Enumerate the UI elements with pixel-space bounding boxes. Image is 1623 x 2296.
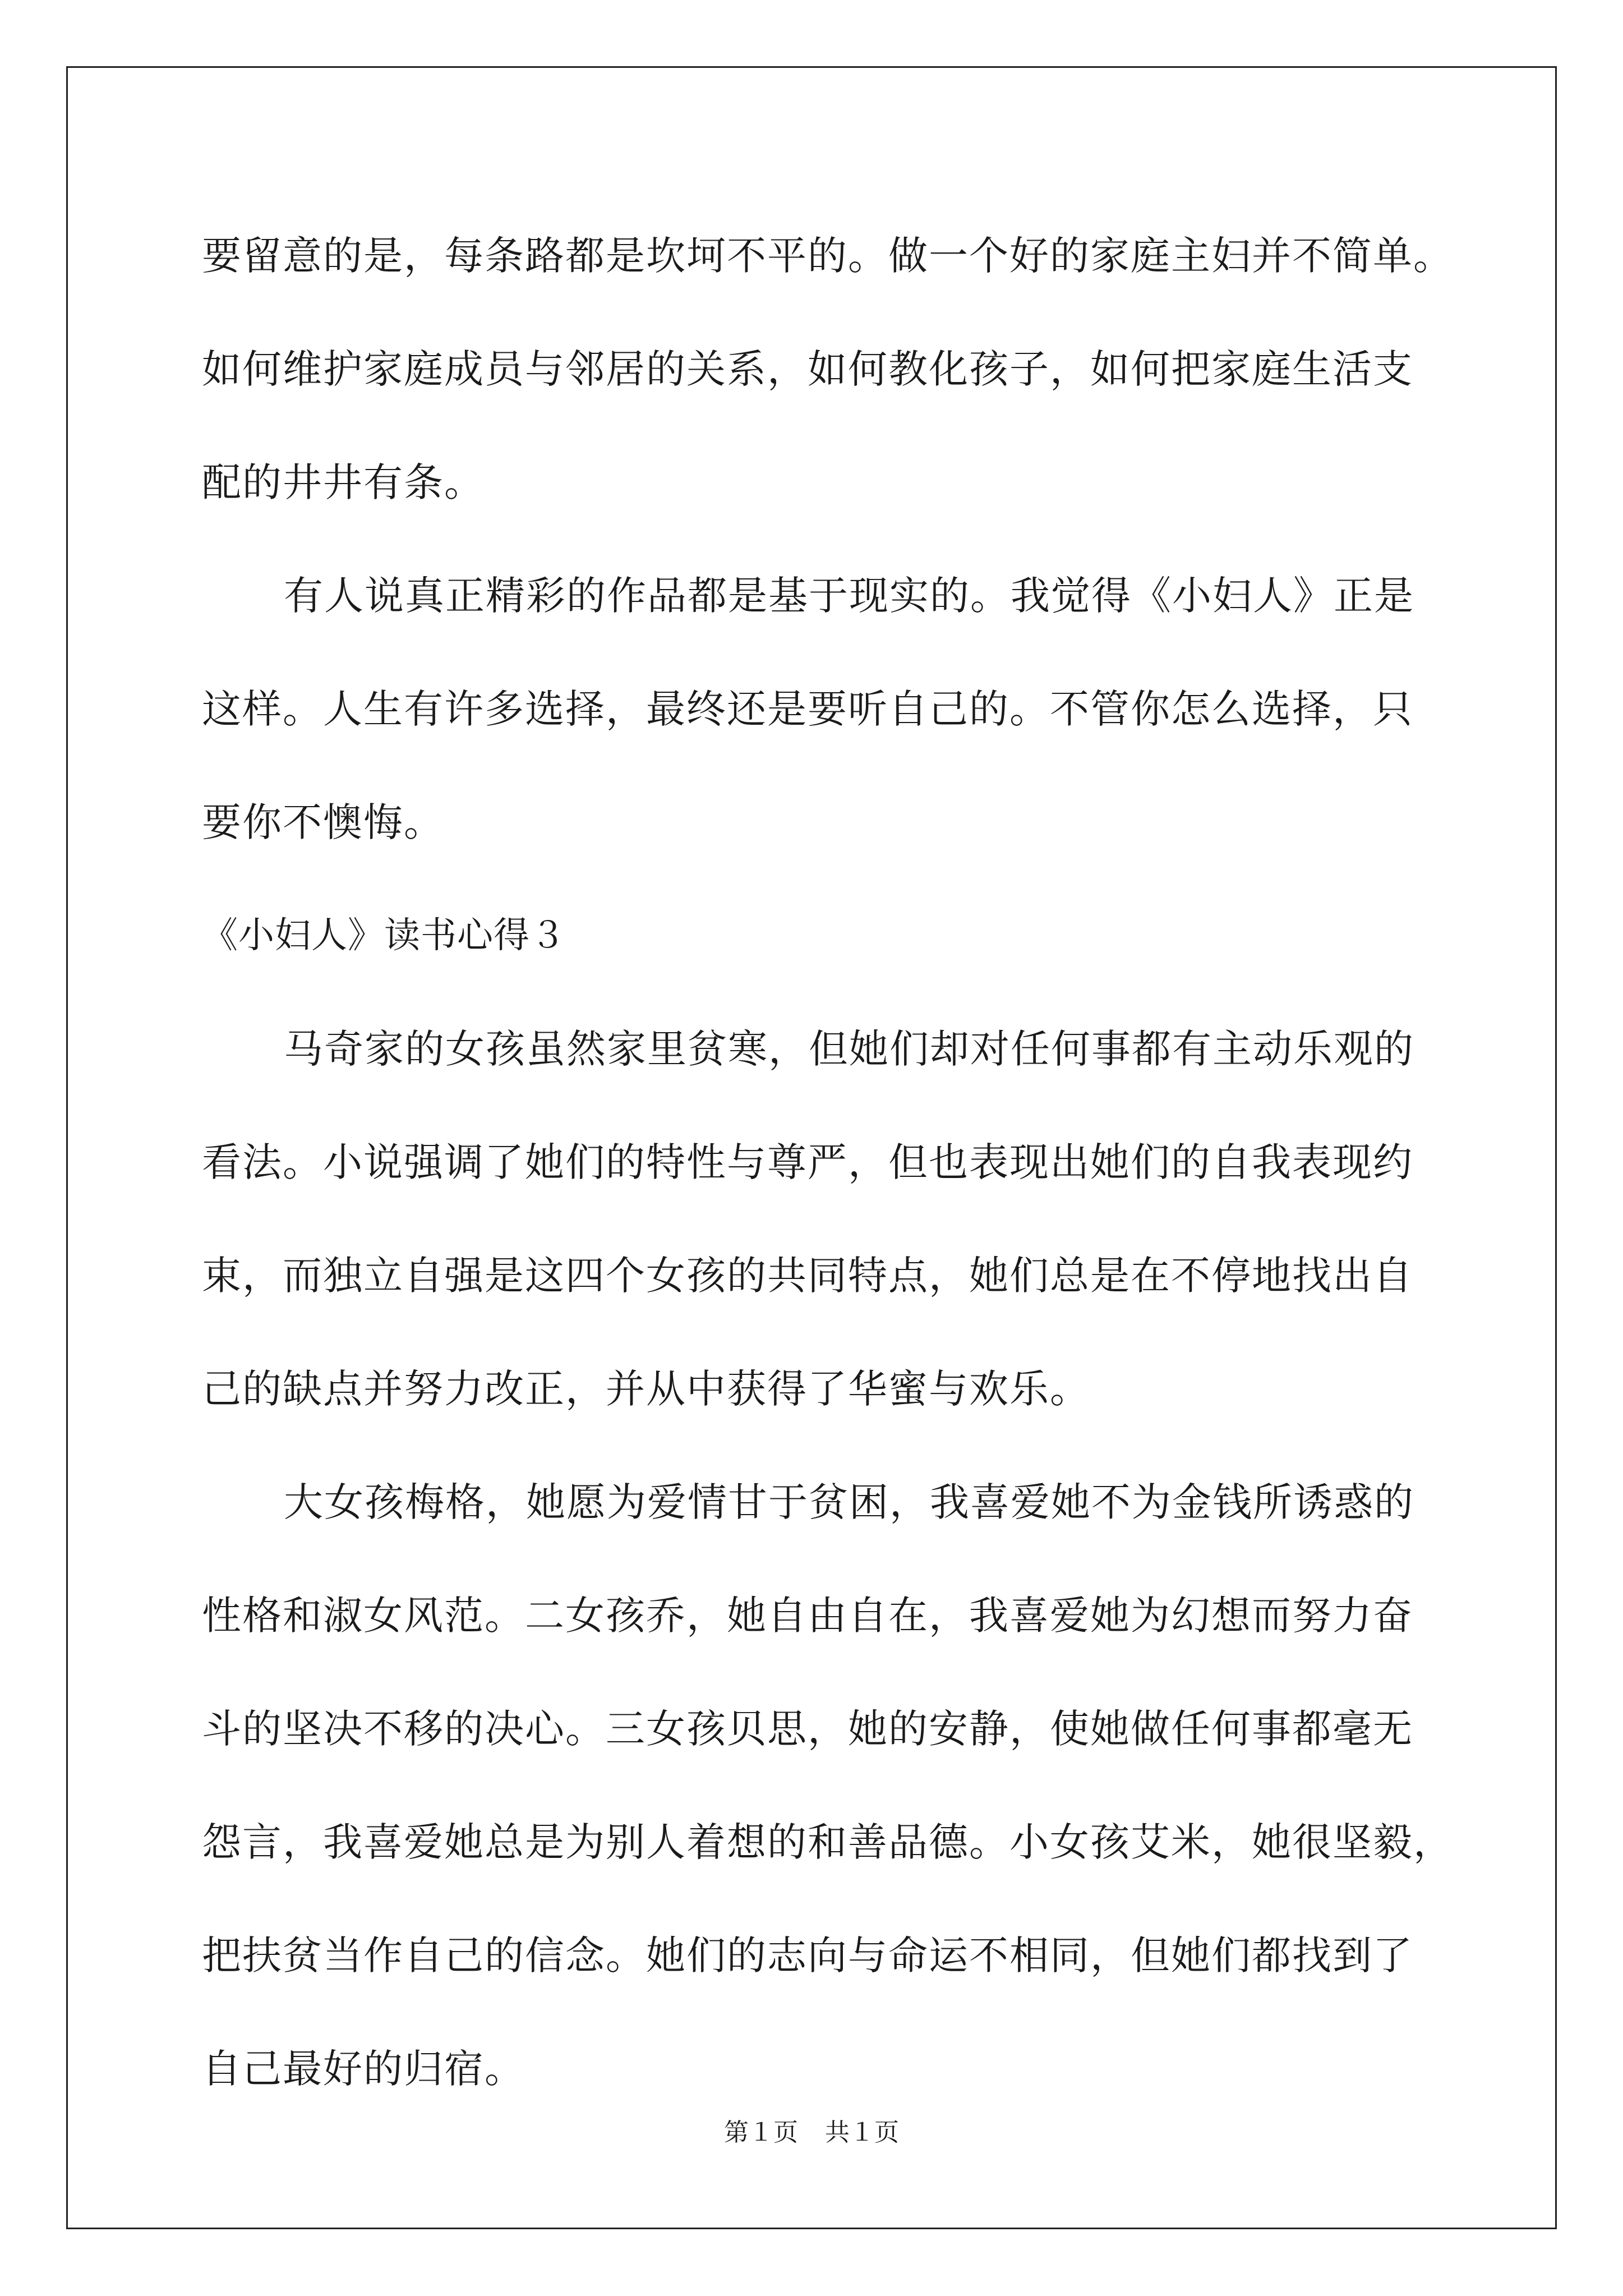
text-line: 束，而独立自强是这四个女孩的共同特点，她们总是在不停地找出自 <box>202 1253 1413 1299</box>
text-line: 如何维护家庭成员与邻居的关系，如何教化孩子，如何把家庭生活支 <box>202 346 1413 392</box>
text-line: 自己最好的归宿。 <box>202 2046 525 2092</box>
text-line: 己的缺点并努力改正，并从中获得了华蜜与欢乐。 <box>202 1366 1090 1412</box>
paragraph-4 <box>202 1446 1458 2125</box>
document-body <box>202 199 1458 2125</box>
page-total: 共１页 <box>825 2118 899 2147</box>
text-line: 马奇家的女孩虽然家里贫寒，但她们却对任何事都有主动乐观的 <box>284 1026 1414 1072</box>
text-line: 有人说真正精彩的作品都是基于现实的。我觉得《小妇人》正是 <box>284 573 1414 619</box>
text-line: 这样。人生有许多选择，最终还是要听自己的。不管你怎么选择，只 <box>202 686 1413 732</box>
text-line: 要你不懊悔。 <box>202 799 444 845</box>
text-line: 怨言，我喜爱她总是为别人着想的和善品德。小女孩艾米，她很坚毅， <box>202 1819 1454 1865</box>
paragraph-1 <box>202 199 1458 539</box>
text-line: 要留意的是，每条路都是坎坷不平的。做一个好的家庭主妇并不简单。 <box>202 233 1454 279</box>
section-heading: 《小妇人》读书心得３ <box>202 915 566 956</box>
text-line: 大女孩梅格，她愿为爱情甘于贫困，我喜爱她不为金钱所诱惑的 <box>284 1479 1414 1525</box>
page-number: 第１页 <box>724 2118 798 2147</box>
paragraph-2 <box>202 539 1458 879</box>
paragraph-3 <box>202 992 1458 1446</box>
text-line: 看法。小说强调了她们的特性与尊严，但也表现出她们的自我表现约 <box>202 1139 1413 1185</box>
page-footer <box>0 2116 1623 2150</box>
text-line: 配的井井有条。 <box>202 459 485 505</box>
text-line: 斗的坚决不移的决心。三女孩贝思，她的安静，使她做任何事都毫无 <box>202 1706 1413 1752</box>
text-line: 性格和淑女风范。二女孩乔，她自由自在，我喜爱她为幻想而努力奋 <box>202 1593 1413 1639</box>
text-line: 把扶贫当作自己的信念。她们的志向与命运不相同，但她们都找到了 <box>202 1932 1413 1978</box>
